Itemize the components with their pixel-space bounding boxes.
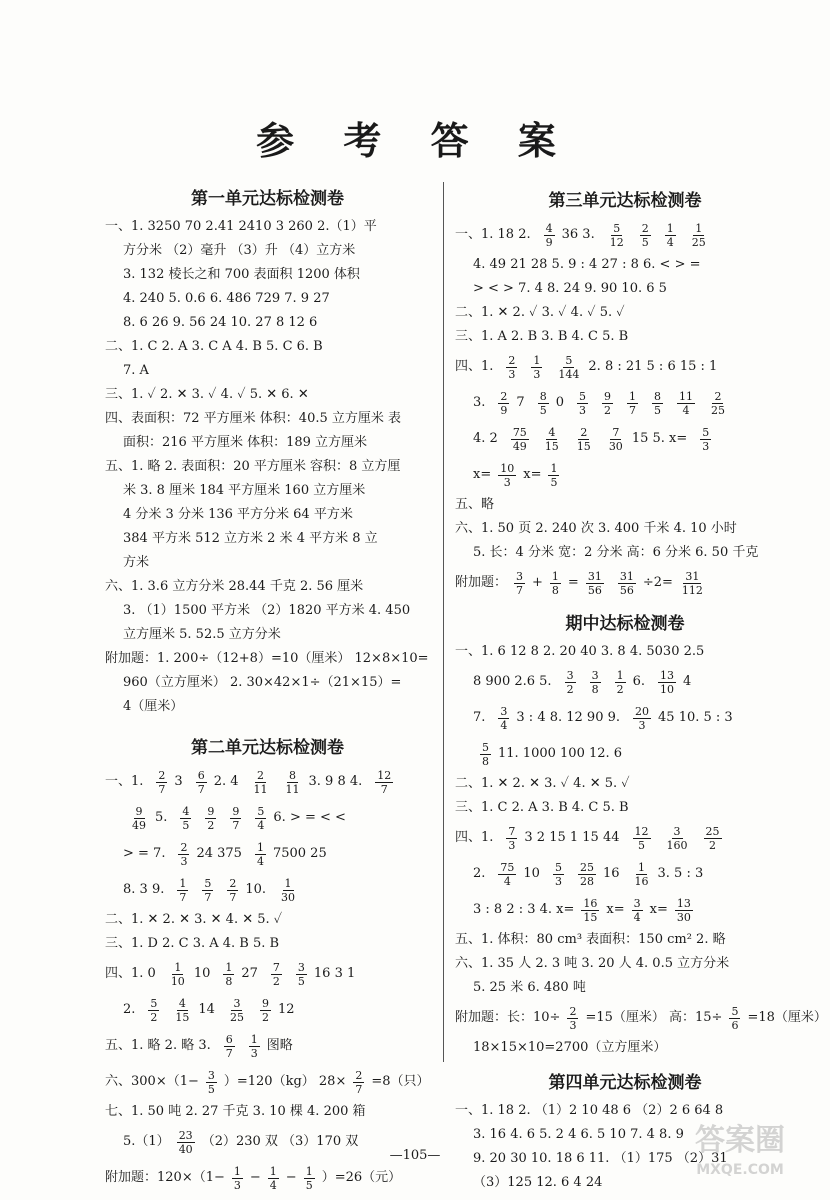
answer-line: > = 7. $\frac{2}{3}$ 24 375 $\frac{1}{4}$ 7500 25 — [123, 840, 327, 868]
watermark-text: 答案圈 — [695, 1123, 785, 1158]
answer-line: 7. $\frac{3}{4}$ 3 : 4 8. 12 90 9. $\frac{20}{3}$ 45 10. 5 : 3 — [473, 704, 733, 732]
fraction: $\frac{2}{7}$ — [158, 768, 166, 796]
answer-line: 五、略 — [455, 497, 495, 512]
answer-line: 一、1. 3250 70 2.41 2410 3 260 2.（1）平 — [105, 219, 377, 234]
answer-line: 五、1. 略 2. 略 3. $\frac{6}{7}$ $\frac{1}{3}$ 图略 — [105, 1032, 293, 1060]
unit1-title: 第一单元达标检测卷 — [191, 189, 344, 209]
fraction: $\frac{13}{30}$ — [676, 896, 691, 924]
fraction: $\frac{9}{7}$ — [232, 804, 240, 832]
answer-line: $\frac{9}{49}$ 5. $\frac{4}{5}$ $\frac{9}{2}$ $\frac{9}{7}$ $\frac{5}{4}$ 6. > = < < — [132, 804, 346, 832]
fraction: $\frac{5}{2}$ — [150, 996, 158, 1024]
right-column — [455, 182, 827, 1195]
fraction: $\frac{2}{7}$ — [355, 1068, 363, 1096]
answer-line: 立方厘米 5. 52.5 立方分米 — [123, 627, 281, 642]
answer-line: 2. $\frac{75}{4}$ 10 $\frac{5}{3}$ $\frac{25}{28}$ 16 $\frac{1}{16}$ 3. 5 : 3 — [473, 860, 704, 888]
fraction: $\frac{1}{4}$ — [256, 840, 264, 868]
watermark-sub: MXQE.COM — [696, 1162, 784, 1178]
fraction: $\frac{3}{7}$ — [516, 569, 524, 597]
left-column — [105, 180, 430, 1196]
answer-line: 三、1. C 2. A 3. B 4. C 5. B — [455, 800, 629, 815]
answer-line: 六、1. 35 人 2. 3 吨 3. 20 人 4. 0.5 立方分米 — [455, 956, 730, 971]
answer-line: 二、1. ✕ 2. ✕ 3. ✓ 4. ✕ 5. ✓ — [455, 776, 630, 791]
fraction: $\frac{9}{2}$ — [603, 389, 611, 417]
fraction: $\frac{4}{15}$ — [544, 425, 559, 453]
answer-line: 四、1. $\frac{2}{3}$ $\frac{1}{3}$ $\frac{5}{144}$ 2. 8 : 21 5 : 6 15 : 1 — [455, 353, 718, 381]
fraction: $\frac{5}{3}$ — [554, 860, 562, 888]
midterm-answers — [455, 640, 827, 1060]
fraction: $\frac{31}{56}$ — [587, 569, 602, 597]
fraction: $\frac{3}{2}$ — [566, 668, 574, 696]
answer-line: x= $\frac{10}{3}$ x= $\frac{1}{5}$ — [473, 461, 558, 489]
fraction: $\frac{1}{4}$ — [666, 221, 674, 249]
answer-line: 18×15×10=2700（立方厘米） — [473, 1040, 667, 1055]
fraction: $\frac{1}{7}$ — [628, 389, 636, 417]
answer-line: 960（立方厘米） 2. 30×42×1÷（21×15）= — [123, 675, 402, 690]
fraction: $\frac{4}{5}$ — [182, 804, 190, 832]
answer-line: 4. 49 21 28 5. 9 : 4 27 : 8 6. < > = — [473, 257, 701, 272]
fraction: $\frac{25}{2}$ — [705, 824, 720, 852]
answer-line: 5. 25 米 6. 480 吨 — [473, 980, 586, 995]
answer-line: 3. 132 棱长之和 700 表面积 1200 体积 — [123, 267, 360, 282]
fraction: $\frac{12}{5}$ — [634, 824, 649, 852]
fraction: $\frac{1}{5}$ — [550, 461, 558, 489]
watermark-logo — [670, 1112, 810, 1182]
answer-line: 三、1. ✓ 2. ✕ 3. ✓ 4. ✓ 5. ✕ 6. ✕ — [105, 387, 309, 402]
answer-line: 米 3. 8 厘米 184 平方厘米 160 立方厘米 — [123, 483, 366, 498]
fraction: $\frac{6}{7}$ — [225, 1032, 233, 1060]
unit4-title: 第四单元达标检测卷 — [548, 1073, 702, 1093]
answer-line: 附加题：长：10÷ $\frac{2}{3}$ =15（厘米） 高：15÷ $\frac{5}{6}$ =18（厘米） — [455, 1004, 827, 1032]
answer-line: 四、1. $\frac{7}{3}$ 3 2 15 1 15 44 $\frac{12}{5}$ $\frac{3}{160}$ $\frac{25}{2}$ — [455, 824, 720, 852]
fraction: $\frac{1}{25}$ — [691, 221, 706, 249]
fraction: $\frac{1}{4}$ — [269, 1164, 277, 1192]
unit1-answers — [105, 215, 430, 719]
answer-line: 9. 20 30 10. 18 6 11. （1）175 （2）31 — [473, 1151, 728, 1166]
answer-line: > < > 7. 4 8. 24 9. 90 10. 6 5 — [473, 281, 667, 296]
fraction: $\frac{3}{5}$ — [297, 960, 305, 988]
unit2-answers — [105, 764, 430, 1196]
answer-line: 五、1. 体积：80 cm³ 表面积：150 cm² 2. 略 — [455, 932, 726, 947]
fraction: $\frac{1}{2}$ — [616, 668, 624, 696]
answer-line: 384 平方米 512 立方米 2 米 4 平方米 8 立 — [123, 531, 378, 546]
fraction: $\frac{5}{12}$ — [609, 221, 624, 249]
answer-line: 4 分米 3 分米 136 平方分米 64 平方米 — [123, 507, 353, 522]
answer-line: 3. （1）1500 平方米 （2）1820 平方米 4. 450 — [123, 603, 411, 618]
fraction: $\frac{13}{10}$ — [659, 668, 674, 696]
answer-line: 方米 — [123, 555, 150, 570]
fraction: $\frac{1}{7}$ — [179, 876, 187, 904]
fraction: $\frac{8}{5}$ — [653, 389, 661, 417]
fraction: $\frac{3}{4}$ — [500, 704, 508, 732]
fraction: $\frac{9}{2}$ — [261, 996, 269, 1024]
fraction: $\frac{10}{3}$ — [500, 461, 515, 489]
fraction: $\frac{4}{9}$ — [545, 221, 553, 249]
fraction: $\frac{1}{3}$ — [250, 1032, 258, 1060]
fraction: $\frac{2}{7}$ — [229, 876, 237, 904]
fraction: $\frac{12}{7}$ — [377, 768, 392, 796]
answer-line: 六、1. 3.6 立方分米 28.44 千克 2. 56 厘米 — [105, 579, 364, 594]
column-divider — [443, 182, 444, 1062]
fraction: $\frac{1}{3}$ — [533, 353, 541, 381]
fraction: $\frac{3}{160}$ — [666, 824, 688, 852]
answer-line: 四、1. 0 $\frac{1}{10}$ 10 $\frac{1}{8}$ 27 $\frac{7}{2}$ $\frac{3}{5}$ 16 3 1 — [105, 960, 356, 988]
fraction: $\frac{2}{15}$ — [576, 425, 591, 453]
fraction: $\frac{31}{56}$ — [619, 569, 634, 597]
fraction: $\frac{2}{3}$ — [508, 353, 516, 381]
unit2-title: 第二单元达标检测卷 — [191, 738, 344, 758]
answer-line: 2. $\frac{5}{2}$ $\frac{4}{15}$ 14 $\frac{3}{25}$ $\frac{9}{2}$ 12 — [123, 996, 295, 1024]
answer-line: 七、1. 50 吨 2. 27 千克 3. 10 棵 4. 200 箱 — [105, 1104, 366, 1119]
answer-line: 六、300×（1− $\frac{3}{5}$ ）=120（kg） 28× $\frac{2}{7}$ =8（只） — [105, 1068, 430, 1096]
fraction: $\frac{20}{3}$ — [635, 704, 650, 732]
fraction: $\frac{2}{11}$ — [253, 768, 268, 796]
fraction: $\frac{2}{5}$ — [641, 221, 649, 249]
fraction: $\frac{1}{5}$ — [305, 1164, 313, 1192]
answer-line: 8. 3 9. $\frac{1}{7}$ $\frac{5}{7}$ $\frac{2}{7}$ 10. $\frac{1}{30}$ — [123, 876, 296, 904]
answer-line: 5.（1） $\frac{23}{40}$ （2）230 双 （3）170 双 — [123, 1128, 359, 1156]
fraction: $\frac{3}{4}$ — [633, 896, 641, 924]
answer-line: （3）125 12. 6 4 24 — [473, 1175, 603, 1190]
answer-line: 附加题： $\frac{3}{7}$ + $\frac{1}{8}$ = $\frac{31}{56}$ $\frac{31}{56}$ ÷2= $\frac{31}{112}$ — [455, 569, 703, 597]
fraction: $\frac{3}{5}$ — [207, 1068, 215, 1096]
fraction: $\frac{31}{112}$ — [681, 569, 703, 597]
answer-line: 4（厘米） — [123, 699, 184, 714]
answer-line: 8 900 2.6 5. $\frac{3}{2}$ $\frac{3}{8}$ $\frac{1}{2}$ 6. $\frac{13}{10}$ 4 — [473, 668, 692, 696]
fraction: $\frac{4}{15}$ — [175, 996, 190, 1024]
fraction: $\frac{7}{2}$ — [272, 960, 280, 988]
answer-line: 二、1. ✕ 2. ✓ 3. ✓ 4. ✓ 5. ✓ — [455, 305, 625, 320]
page-title: 参 考 答 案 — [256, 119, 574, 163]
fraction: $\frac{9}{49}$ — [132, 804, 146, 832]
fraction: $\frac{8}{11}$ — [285, 768, 300, 796]
answer-line: 4. 240 5. 0.6 6. 486 729 7. 9 27 — [123, 291, 330, 306]
fraction: $\frac{7}{30}$ — [608, 425, 623, 453]
fraction: $\frac{6}{7}$ — [197, 768, 205, 796]
answer-line: 3. $\frac{2}{9}$ 7 $\frac{8}{5}$ 0 $\frac{5}{3}$ $\frac{9}{2}$ $\frac{1}{7}$ $\frac{8}{5}$ $\frac{11}{4}$ $\frac{2}{25}$ — [473, 389, 725, 417]
fraction: $\frac{1}{3}$ — [233, 1164, 241, 1192]
fraction: $\frac{5}{3}$ — [702, 425, 710, 453]
fraction: $\frac{1}{16}$ — [634, 860, 649, 888]
answer-line: 三、1. A 2. B 3. B 4. C 5. B — [455, 329, 629, 344]
fraction: $\frac{2}{9}$ — [500, 389, 508, 417]
fraction: $\frac{75}{49}$ — [512, 425, 527, 453]
fraction: $\frac{5}{7}$ — [204, 876, 212, 904]
watermark-graphic — [670, 1112, 810, 1182]
fraction: $\frac{1}{8}$ — [225, 960, 233, 988]
fraction: $\frac{5}{6}$ — [731, 1004, 739, 1032]
fraction: $\frac{1}{10}$ — [170, 960, 185, 988]
fraction: $\frac{5}{8}$ — [482, 740, 489, 768]
answer-line: 3 : 8 2 : 3 4. x= $\frac{16}{15}$ x= $\frac{3}{4}$ x= $\frac{13}{30}$ — [473, 896, 691, 924]
answer-line: 8. 6 26 9. 56 24 10. 27 8 12 6 — [123, 315, 318, 330]
answer-line: 二、1. ✕ 2. ✕ 3. ✕ 4. ✕ 5. ✓ — [105, 912, 283, 927]
fraction: $\frac{2}{3}$ — [569, 1004, 577, 1032]
midterm-title: 期中达标检测卷 — [565, 614, 685, 634]
fraction: $\frac{11}{4}$ — [678, 389, 693, 417]
unit3-title: 第三单元达标检测卷 — [548, 191, 702, 211]
answer-line: 附加题：1. 200÷（12+8）=10（厘米） 12×8×10= — [105, 651, 429, 666]
answer-line: 二、1. C 2. A 3. C A 4. B 5. C 6. B — [105, 339, 323, 354]
answer-line: 一、1. 6 12 8 2. 20 40 3. 8 4. 5030 2.5 — [455, 644, 705, 659]
fraction: $\frac{25}{28}$ — [579, 860, 594, 888]
fraction: $\frac{75}{4}$ — [500, 860, 515, 888]
answer-line: 三、1. D 2. C 3. A 4. B 5. B — [105, 936, 280, 951]
fraction: $\frac{23}{40}$ — [178, 1128, 193, 1156]
answer-line: 7. A — [123, 363, 149, 378]
fraction: $\frac{16}{15}$ — [583, 896, 598, 924]
answer-line: 四、表面积：72 平方厘米 体积：40.5 立方厘米 表 — [105, 411, 402, 426]
fraction: $\frac{2}{25}$ — [710, 389, 725, 417]
answer-line: 六、1. 50 页 2. 240 次 3. 400 千米 4. 10 小时 — [455, 521, 737, 536]
fraction: $\frac{1}{30}$ — [281, 876, 296, 904]
answer-line: $\frac{5}{8}$ 11. 1000 100 12. 6 — [482, 740, 623, 768]
answer-line: 一、1. $\frac{2}{7}$ 3 $\frac{6}{7}$ 2. 4 $\frac{2}{11}$ $\frac{8}{11}$ 3. 9 8 4. $\frac{12}{7}$ — [105, 768, 392, 796]
fraction: $\frac{9}{2}$ — [207, 804, 215, 832]
answer-line: 一、1. 18 2. $\frac{4}{9}$ 36 3. $\frac{5}{12}$ $\frac{2}{5}$ $\frac{1}{4}$ $\frac{1}{25}$ — [455, 221, 706, 249]
answer-line: 一、1. 18 2. （1）2 10 48 6 （2）2 6 64 8 — [455, 1103, 724, 1118]
fraction: $\frac{5}{144}$ — [558, 353, 580, 381]
answer-line: 方分米 （2）毫升 （3）升 （4）立方米 — [123, 243, 356, 258]
answer-line: 附加题：120×（1− $\frac{1}{3}$ − $\frac{1}{4}$ − $\frac{1}{5}$ ）=26（元） — [105, 1164, 402, 1192]
fraction: $\frac{7}{3}$ — [508, 824, 516, 852]
answer-line: 3. 16 4. 6 5. 2 4 6. 5 10 7. 4 8. 9 — [473, 1127, 684, 1142]
fraction: $\frac{5}{3}$ — [578, 389, 586, 417]
answer-line: 五、1. 略 2. 表面积：20 平方厘米 容积：8 立方厘 — [105, 459, 401, 474]
fraction: $\frac{3}{25}$ — [229, 996, 244, 1024]
fraction: $\frac{2}{3}$ — [180, 840, 188, 868]
unit3-answers — [455, 217, 795, 601]
fraction: $\frac{5}{4}$ — [257, 804, 265, 832]
answer-line: 面积：216 平方厘米 体积：189 立方厘米 — [123, 435, 368, 450]
fraction: $\frac{8}{5}$ — [539, 389, 547, 417]
fraction: $\frac{1}{8}$ — [551, 569, 559, 597]
answer-line: 4. 2 $\frac{75}{49}$ $\frac{4}{15}$ $\frac{2}{15}$ $\frac{7}{30}$ 15 5. x= $\frac{5}{3}$ — [473, 425, 710, 453]
answer-line: 5. 长：4 分米 宽：2 分米 高：6 分米 6. 50 千克 — [473, 545, 759, 560]
page-number: —105— — [389, 1148, 441, 1163]
fraction: $\frac{3}{8}$ — [591, 668, 599, 696]
